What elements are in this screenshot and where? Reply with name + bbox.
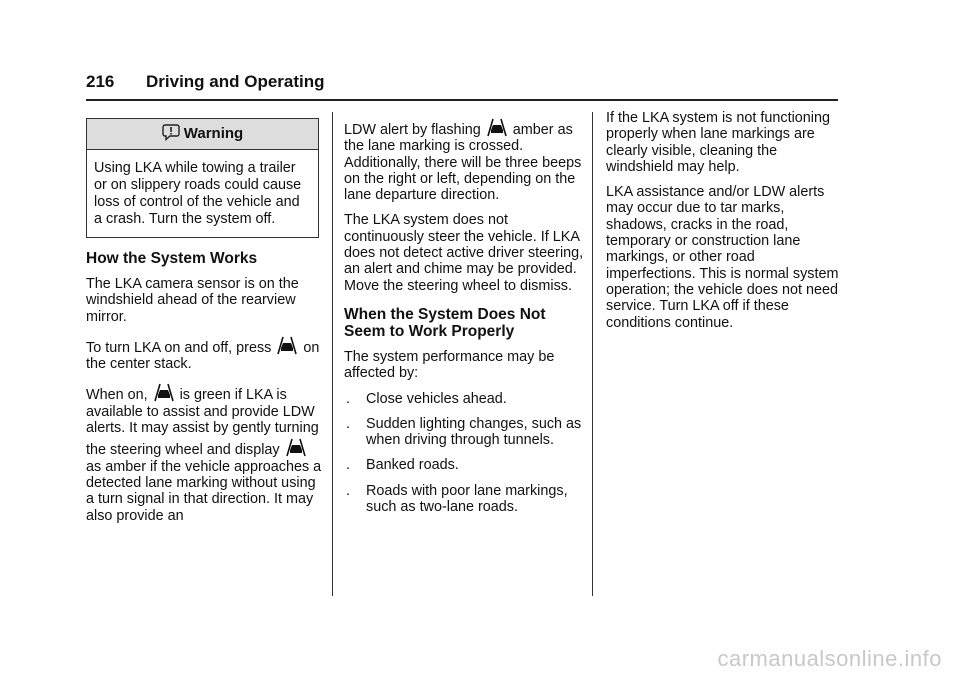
column-3 (606, 110, 844, 340)
list-item (344, 416, 584, 449)
text: To turn LKA on and off, press (86, 339, 272, 356)
bullet: . (346, 482, 350, 499)
paragraph-does-not-steer: The LKA system does not continuously steer the vehicle. If LKA does not detect active driver steering, an alert and chime may be provided. Move the steering wheel to dismiss. (344, 212, 584, 294)
page-number: 216 (86, 72, 115, 91)
bullet: . (346, 390, 350, 407)
text: LDW alert by flashing (344, 122, 481, 138)
text: as amber if the vehicle approaches a detected lane marking without using a turn signal in that direction. It may also provide an (86, 458, 322, 524)
lane-keep-assist-icon (486, 116, 508, 138)
warning-title: Warning (183, 124, 244, 142)
list-item-text: Sudden lighting changes, such as when driving through tunnels. (366, 415, 582, 449)
bullet: . (346, 415, 350, 432)
warning-text: Using LKA while towing a trailer or on slippery roads could cause loss of control of the vehicle and a crash. Turn the system off. (94, 160, 302, 227)
paragraph-camera-sensor: The LKA camera sensor is on the windshield ahead of the rearview mirror. (86, 276, 299, 325)
heading-how-system-works: How the System Works (86, 250, 258, 267)
column-2 (344, 116, 584, 524)
paragraph-cleaning-windshield: If the LKA system is not functioning properly when lane markings are clearly visible, cleaning the windshield may help. (606, 110, 830, 175)
text: display (234, 442, 280, 459)
list-item (344, 457, 584, 473)
header-rule (86, 99, 838, 101)
text: When on, (86, 387, 148, 404)
lane-keep-assist-icon (285, 436, 307, 458)
lane-keep-assist-icon (276, 334, 298, 356)
page-header (86, 72, 838, 98)
column-divider-2 (592, 112, 593, 596)
paragraph-ldw-alert (344, 116, 584, 203)
column-1 (86, 114, 326, 533)
list-item-text: Close vehicles ahead. (366, 390, 507, 407)
paragraph-performance-intro: The system performance may be affected by: (344, 348, 555, 382)
text: is green if LKA is available to assist and provide LDW alerts. It may assist by gently turning the steering wheel and (86, 387, 319, 459)
bullet: . (346, 457, 350, 474)
warning-header (87, 119, 318, 150)
paragraph-false-alerts: LKA assistance and/or LDW alerts may occur due to tar marks, shadows, cracks in the road, temporary or construction lane markings, or other road imperfections. This is normal system operation; the vehicle does not need service. Turn LKA off if these conditions continue. (606, 184, 839, 331)
paragraph-when-on (86, 381, 326, 523)
warning-box (86, 118, 319, 238)
text: amber as the lane marking is crossed. Additionally, there will be three beeps on the right or left, depending on the lane departure direction. (344, 122, 582, 204)
list-item (344, 483, 584, 516)
warning-bubble-icon (162, 123, 180, 145)
list-item (344, 391, 584, 407)
text: on the center stack. (86, 339, 320, 373)
lane-keep-assist-icon (153, 381, 175, 403)
column-divider-1 (332, 112, 333, 596)
list-item-text: Banked roads. (366, 457, 459, 474)
section-title: Driving and Operating (146, 72, 325, 91)
list-item-text: Roads with poor lane markings, such as two-lane roads. (366, 482, 568, 516)
paragraph-turn-lka (86, 334, 326, 373)
conditions-list (344, 391, 584, 516)
heading-does-not-work: When the System Does Not Seem to Work Properly (344, 305, 546, 340)
watermark: carmanualsonline.info (717, 646, 942, 671)
